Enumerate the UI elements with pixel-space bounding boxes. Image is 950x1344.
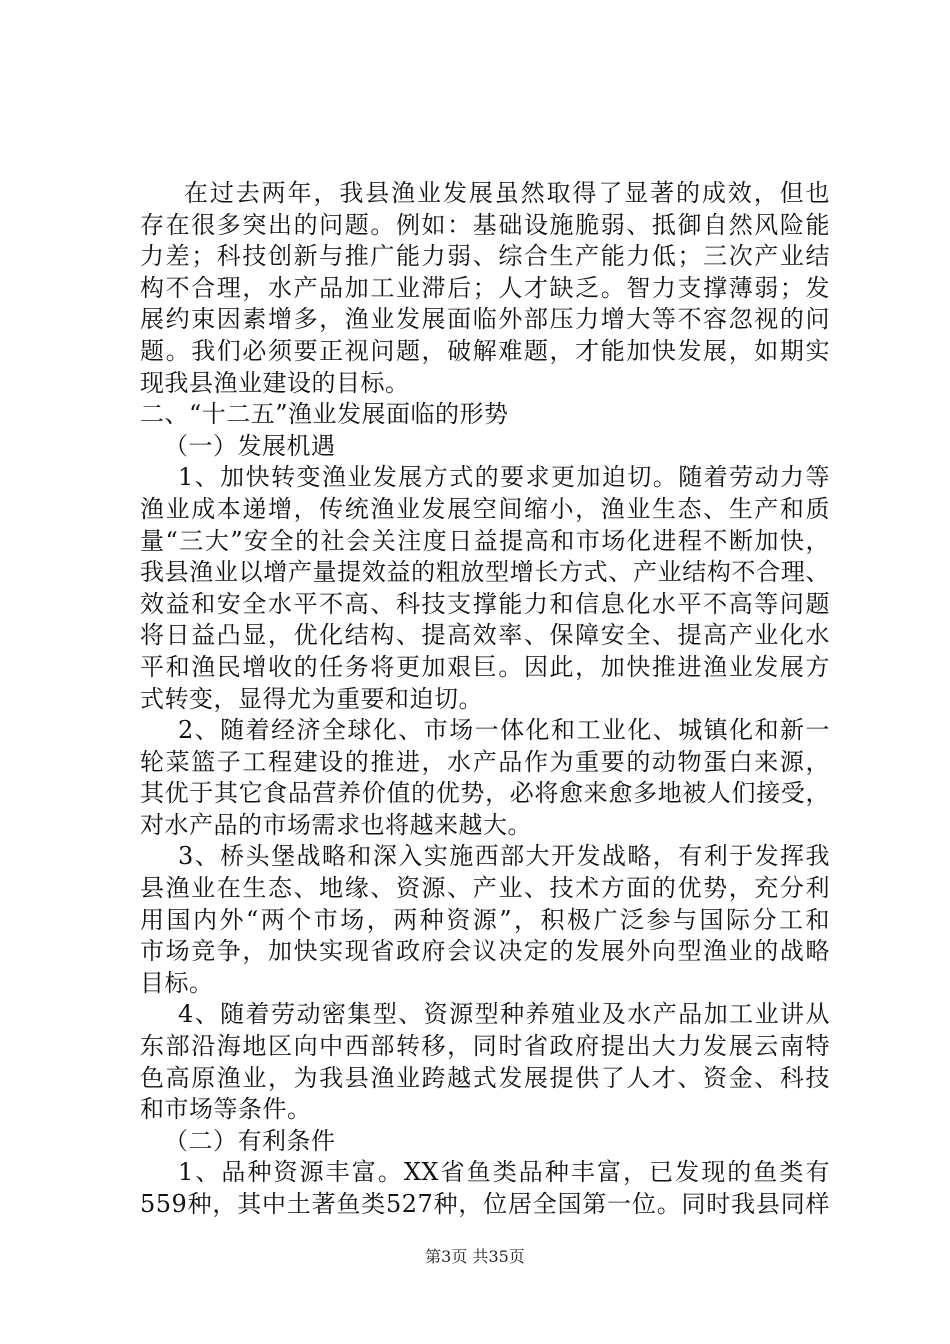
text-line: 1、品种资源丰富。XX省鱼类品种丰富，已发现的鱼类有 — [178, 1158, 830, 1187]
text-line: 渔业成本递增，传统渔业发展空间缩小，渔业生态、生产和质 — [140, 494, 830, 523]
text-line: 在过去两年，我县渔业发展虽然取得了显著的成效，但也 — [184, 179, 830, 207]
text-line: 效益和安全水平不高、科技支撑能力和信息化水平不高等问题 — [140, 589, 830, 618]
text-line: 构不合理，水产品加工业滞后；人才缺乏。智力支撑薄弱；发 — [140, 273, 830, 302]
text-line: 4、随着劳动密集型、资源型种养殖业及水产品加工业讲从 — [178, 1000, 830, 1029]
text-line: 其优于其它食品营养价值的优势，必将愈来愈多地被人们接受， — [140, 779, 830, 808]
text-line: 力差；科技创新与推广能力弱、综合生产能力低；三次产业结 — [140, 242, 830, 271]
text-line: 用国内外“两个市场，两种资源”，积极广泛参与国际分工和 — [140, 905, 830, 934]
text-line: 目标。 — [140, 968, 214, 997]
text-line: 3、桥头堡战略和深入实施西部大开发战略，有利于发挥我 — [178, 842, 830, 871]
text-line: 存在很多突出的问题。例如：基础设施脆弱、抵御自然风险能 — [140, 210, 830, 239]
text-line: 量“三大”安全的社会关注度日益提高和市场化进程不断加快， — [140, 526, 830, 555]
text-line: 现我县渔业建设的目标。 — [140, 368, 410, 397]
page-footer: 第3页 共35页 — [425, 1247, 525, 1266]
text-line: 二、“十二五”渔业发展面临的形势 — [140, 400, 509, 429]
body-text — [140, 178, 830, 1221]
text-line: 县渔业在生态、地缘、资源、产业、技术方面的优势，充分利 — [140, 874, 830, 903]
text-line: 市场竞争，加快实现省政府会议决定的发展外向型渔业的战略 — [140, 937, 830, 966]
text-line: 2、随着经济全球化、市场一体化和工业化、城镇化和新一 — [178, 716, 830, 745]
text-line: 559种，其中土著鱼类527种，位居全国第一位。同时我县同样 — [140, 1190, 830, 1218]
text-line: 和市场等条件。 — [140, 1095, 312, 1124]
text-line: （二）有利条件 — [164, 1126, 336, 1155]
text-line: 展约束因素增多，渔业发展面临外部压力增大等不容忽视的问 — [140, 305, 830, 334]
text-line: 1、加快转变渔业发展方式的要求更加迫切。随着劳动力等 — [178, 463, 830, 492]
text-line: 式转变，显得尤为重要和迫切。 — [140, 684, 483, 713]
text-line: 轮菜篮子工程建设的推进，水产品作为重要的动物蛋白来源， — [140, 747, 830, 776]
text-line: 我县渔业以增产量提效益的粗放型增长方式、产业结构不合理、 — [140, 558, 830, 587]
text-line: 色高原渔业，为我县渔业跨越式发展提供了人才、资金、科技 — [140, 1063, 830, 1092]
text-line: 将日益凸显，优化结构、提高效率、保障安全、提高产业化水 — [140, 621, 830, 650]
text-line: 东部沿海地区向中西部转移，同时省政府提出大力发展云南特 — [140, 1032, 830, 1061]
text-line: （一）发展机遇 — [164, 431, 336, 460]
text-line: 平和渔民增收的任务将更加艰巨。因此，加快推进渔业发展方 — [140, 652, 830, 681]
text-line: 题。我们必须要正视问题，破解难题，才能加快发展，如期实 — [140, 336, 830, 365]
text-line: 对水产品的市场需求也将越来越大。 — [140, 810, 532, 839]
